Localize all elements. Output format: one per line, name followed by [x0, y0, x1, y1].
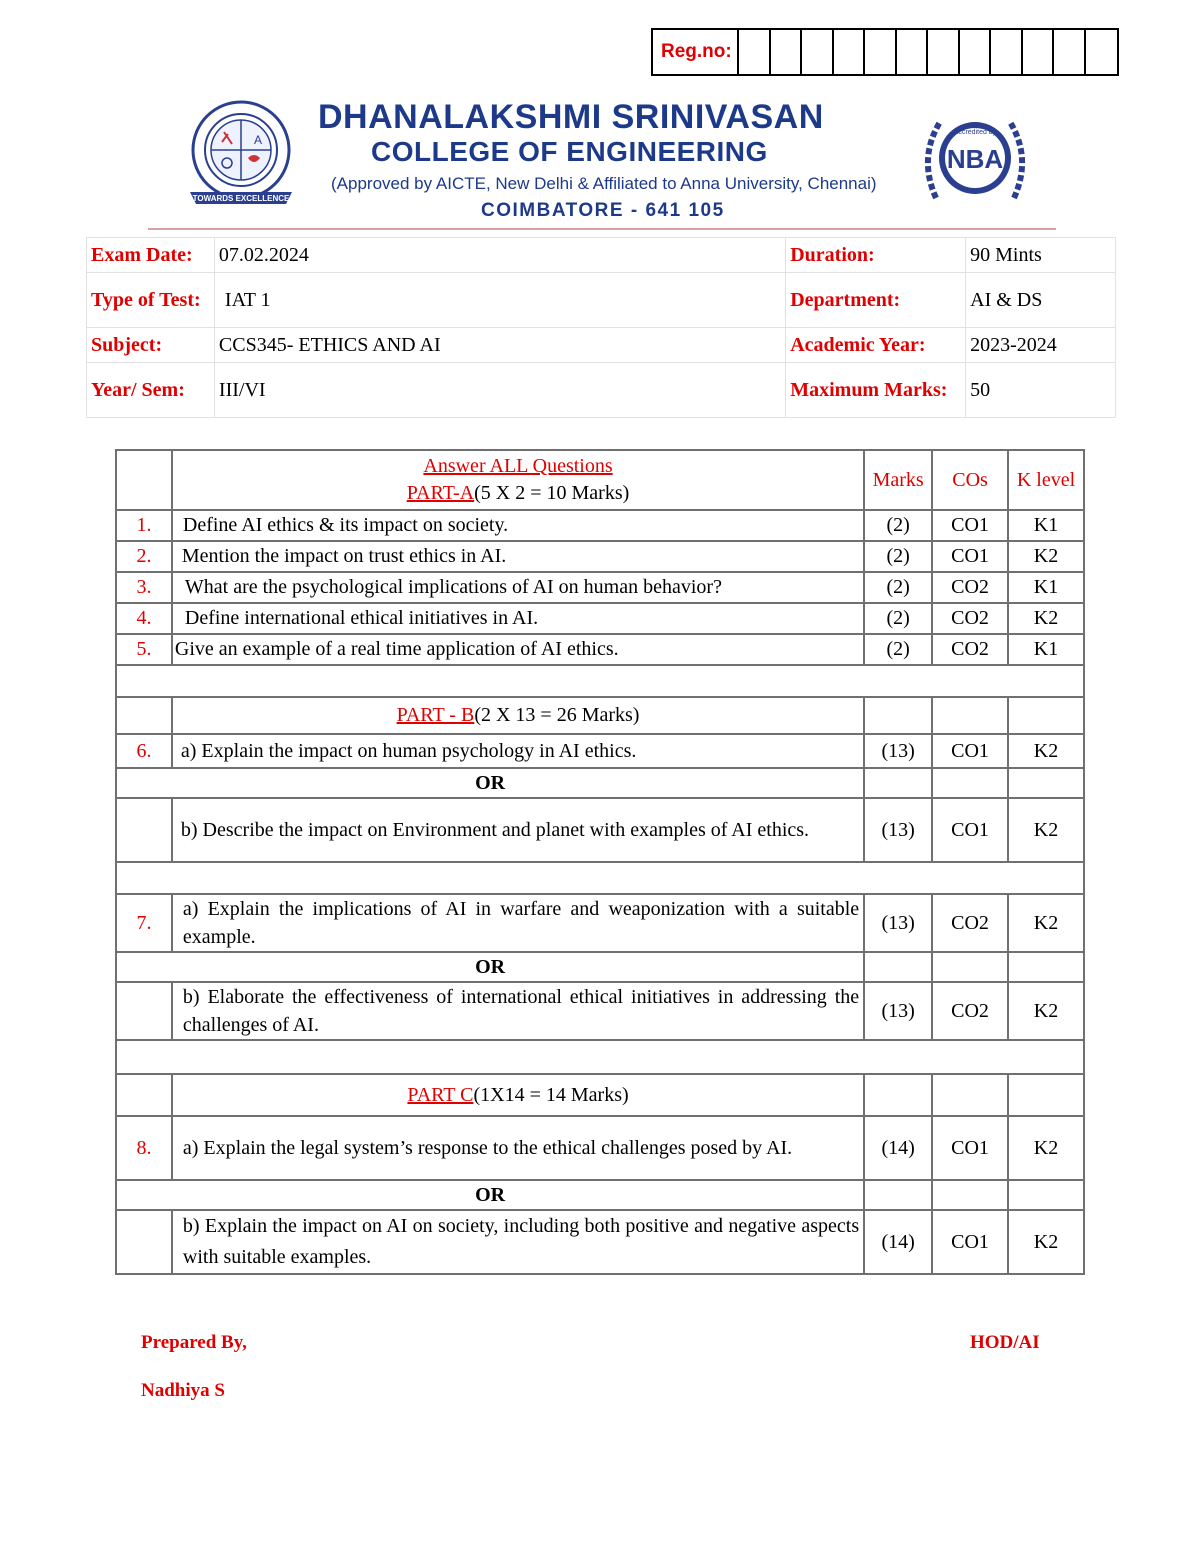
nba-accreditation-logo — [916, 108, 1034, 206]
question-co: CO2 — [932, 982, 1008, 1040]
question-co: CO2 — [932, 572, 1008, 603]
question-text: a) Explain the implications of AI in warfare and weaponization with a suitable example. — [172, 894, 864, 952]
table-row — [116, 1210, 1084, 1274]
year-sem-label: Year/ Sem: — [87, 363, 215, 418]
table-row — [116, 734, 1084, 768]
table-row — [116, 1116, 1084, 1180]
college-name-line2: COLLEGE OF ENGINEERING — [371, 136, 768, 167]
question-number: 3. — [116, 572, 172, 603]
part-a-marks: (5 X 2 = 10 Marks) — [474, 482, 630, 504]
reg-no-box — [802, 30, 834, 74]
question-number: 8. — [116, 1116, 172, 1180]
academic-year-value: 2023-2024 — [966, 328, 1116, 363]
question-number: 1. — [116, 510, 172, 541]
question-marks: (13) — [864, 894, 932, 952]
question-text: Define AI ethics & its impact on society. — [172, 510, 864, 541]
question-number: 6. — [116, 734, 172, 768]
duration-label: Duration: — [786, 238, 966, 273]
question-k-level: K2 — [1008, 1116, 1084, 1180]
reg-no-box — [897, 30, 929, 74]
subject-label: Subject: — [87, 328, 215, 363]
reg-no-box — [1086, 30, 1118, 74]
svg-text:Accredited by: Accredited by — [953, 129, 997, 136]
table-row — [116, 510, 1084, 541]
question-marks: (2) — [864, 510, 932, 541]
test-type-value: IAT 1 — [214, 273, 785, 328]
question-marks: (14) — [864, 1210, 932, 1274]
prepared-by-label: Prepared By, — [141, 1332, 247, 1353]
header-divider — [148, 228, 1056, 230]
part-c-label: PART C — [407, 1083, 474, 1106]
question-k-level: K1 — [1008, 634, 1084, 665]
duration-value: 90 Mints — [966, 238, 1116, 273]
department-value: AI & DS — [966, 273, 1116, 328]
part-a-label: PART-A — [406, 482, 475, 504]
question-marks: (2) — [864, 603, 932, 634]
or-row — [116, 1180, 1084, 1210]
question-marks: (2) — [864, 634, 932, 665]
question-marks: (13) — [864, 982, 932, 1040]
reg-no-box — [1023, 30, 1055, 74]
question-k-level: K2 — [1008, 541, 1084, 572]
question-co: CO1 — [932, 734, 1008, 768]
question-marks: (13) — [864, 734, 932, 768]
table-row — [116, 634, 1084, 665]
college-name-line1: DHANALAKSHMI SRINIVASAN — [318, 98, 824, 136]
question-marks: (2) — [864, 572, 932, 603]
preparer-name: Nadhiya S — [141, 1380, 225, 1401]
question-co: CO1 — [932, 798, 1008, 862]
test-type-label: Type of Test: — [87, 273, 215, 328]
academic-year-label: Academic Year: — [786, 328, 966, 363]
question-k-level: K1 — [1008, 572, 1084, 603]
question-marks: (14) — [864, 1116, 932, 1180]
part-c-marks: (1X14 = 14 Marks) — [473, 1083, 629, 1106]
svg-text:A: A — [254, 133, 263, 147]
empty-cell — [116, 450, 172, 510]
question-text: Give an example of a real time application of AI ethics. — [172, 634, 864, 665]
part-b-label: PART - B — [396, 704, 475, 726]
question-text: Mention the impact on trust ethics in AI. — [172, 541, 864, 572]
question-k-level: K2 — [1008, 734, 1084, 768]
question-text: a) Explain the impact on human psychology in AI ethics. — [172, 734, 864, 768]
question-text: b) Describe the impact on Environment and planet with examples of AI ethics. — [172, 798, 864, 862]
reg-no-box — [960, 30, 992, 74]
question-number: 7. — [116, 894, 172, 952]
spacer-row — [116, 862, 1084, 894]
or-label: OR — [116, 1180, 864, 1210]
reg-no-box — [739, 30, 771, 74]
college-logo — [182, 100, 300, 212]
question-co: CO2 — [932, 634, 1008, 665]
question-co: CO2 — [932, 894, 1008, 952]
table-row — [116, 541, 1084, 572]
part-b-marks: (2 X 13 = 26 Marks) — [474, 704, 640, 726]
reg-no-box — [991, 30, 1023, 74]
part-c-heading — [172, 1074, 864, 1116]
question-k-level: K1 — [1008, 510, 1084, 541]
reg-no-box — [928, 30, 960, 74]
k-level-column-header: K level — [1008, 450, 1084, 510]
table-row — [116, 982, 1084, 1040]
part-b-heading-row — [116, 697, 1084, 734]
part-c-heading-row — [116, 1074, 1084, 1116]
part-a-heading — [172, 450, 864, 510]
subject-value: CCS345- ETHICS AND AI — [214, 328, 785, 363]
table-header-row — [116, 450, 1084, 510]
question-co: CO2 — [932, 603, 1008, 634]
question-k-level: K2 — [1008, 894, 1084, 952]
question-co: CO1 — [932, 541, 1008, 572]
reg-no-box — [1054, 30, 1086, 74]
or-label: OR — [116, 952, 864, 982]
question-number: 2. — [116, 541, 172, 572]
answer-all-heading: Answer ALL Questions — [423, 455, 613, 477]
spacer-row — [116, 1040, 1084, 1074]
question-text: b) Explain the impact on AI on society, including both positive and negative aspects with suitable examples. — [172, 1210, 864, 1274]
department-label: Department: — [786, 273, 966, 328]
max-marks-label: Maximum Marks: — [786, 363, 966, 418]
question-text: b) Elaborate the effectiveness of international ethical initiatives in addressing the challenges of AI. — [172, 982, 864, 1040]
question-co: CO1 — [932, 1210, 1008, 1274]
question-co: CO1 — [932, 510, 1008, 541]
table-row — [116, 894, 1084, 952]
reg-no-box — [834, 30, 866, 74]
question-text: What are the psychological implications of AI on human behavior? — [172, 572, 864, 603]
question-number: 4. — [116, 603, 172, 634]
exam-date-label: Exam Date: — [87, 238, 215, 273]
reg-no-box — [771, 30, 803, 74]
question-text: a) Explain the legal system’s response to the ethical challenges posed by AI. — [172, 1116, 864, 1180]
college-location: COIMBATORE - 641 105 — [481, 200, 725, 221]
svg-text:NBA: NBA — [946, 144, 1004, 174]
part-b-heading — [172, 697, 864, 734]
exam-date-value: 07.02.2024 — [214, 238, 785, 273]
question-co: CO1 — [932, 1116, 1008, 1180]
or-row — [116, 768, 1084, 798]
question-k-level: K2 — [1008, 603, 1084, 634]
question-number: 5. — [116, 634, 172, 665]
questions-table — [115, 449, 1085, 1275]
max-marks-value: 50 — [966, 363, 1116, 418]
reg-no-box — [865, 30, 897, 74]
reg-no-field — [651, 28, 1119, 76]
table-row — [116, 572, 1084, 603]
or-row — [116, 952, 1084, 982]
question-k-level: K2 — [1008, 1210, 1084, 1274]
table-row — [116, 798, 1084, 862]
question-k-level: K2 — [1008, 982, 1084, 1040]
table-row — [116, 603, 1084, 634]
year-sem-value: III/VI — [214, 363, 785, 418]
question-text: Define international ethical initiatives in AI. — [172, 603, 864, 634]
reg-no-label: Reg.no: — [653, 30, 739, 74]
exam-info-table — [86, 237, 1116, 418]
cos-column-header: COs — [932, 450, 1008, 510]
spacer-row — [116, 665, 1084, 697]
hod-label: HOD/AI — [970, 1332, 1040, 1353]
marks-column-header: Marks — [864, 450, 932, 510]
question-marks: (13) — [864, 798, 932, 862]
svg-text:TOWARDS EXCELLENCE: TOWARDS EXCELLENCE — [192, 194, 290, 203]
question-k-level: K2 — [1008, 798, 1084, 862]
college-affiliation: (Approved by AICTE, New Delhi & Affiliated to Anna University, Chennai) — [331, 174, 877, 193]
question-marks: (2) — [864, 541, 932, 572]
or-label: OR — [116, 768, 864, 798]
